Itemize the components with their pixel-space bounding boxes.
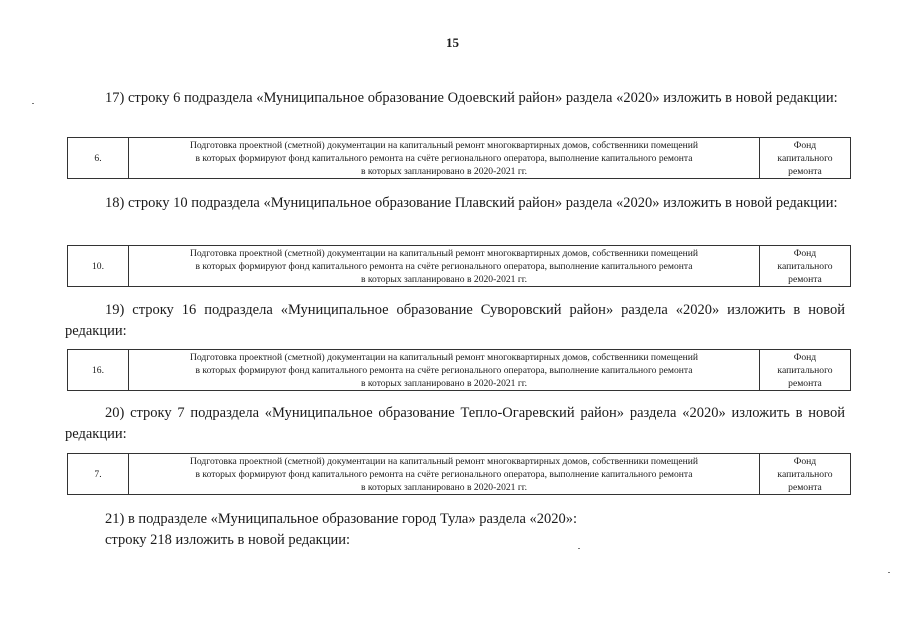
funding-source-line: капитального	[777, 153, 833, 164]
row-number: 10.	[68, 246, 129, 286]
row-description-line: в которых запланировано в 2020-2021 гг.	[360, 274, 528, 285]
funding-source-line: Фонд	[793, 140, 817, 151]
row-funding-source	[760, 246, 850, 286]
page-number: 15	[446, 35, 459, 50]
row-funding-source	[760, 454, 850, 494]
row-description-line: Подготовка проектной (сметной) документации на капитальный ремонт многоквартирных домов, собственники помещений	[189, 140, 699, 151]
row-description-line: в которых запланировано в 2020-2021 гг.	[360, 166, 528, 177]
row-funding-source	[760, 138, 850, 178]
row-description	[129, 350, 760, 390]
table-row-16	[67, 349, 851, 391]
row-description-line: в которых формируют фонд капитального ремонта на счёте регионального оператора, выполнение капитального ремонта	[195, 261, 693, 272]
funding-source-line: капитального	[777, 261, 833, 272]
funding-source-line: ремонта	[788, 274, 822, 285]
table-row-7	[67, 453, 851, 495]
row-description-line: Подготовка проектной (сметной) документации на капитальный ремонт многоквартирных домов, собственники помещений	[189, 352, 699, 363]
row-description-line: в которых формируют фонд капитального ремонта на счёте регионального оператора, выполнение капитального ремонта	[195, 365, 693, 376]
row-description	[129, 246, 760, 286]
funding-source-line: ремонта	[788, 482, 822, 493]
row-description-line: в которых запланировано в 2020-2021 гг.	[360, 378, 528, 389]
row-number: 7.	[68, 454, 129, 494]
row-description-line: в которых формируют фонд капитального ремонта на счёте регионального оператора, выполнение капитального ремонта	[195, 469, 693, 480]
row-description-line: Подготовка проектной (сметной) документации на капитальный ремонт многоквартирных домов, собственники помещений	[189, 248, 699, 259]
row-description	[129, 454, 760, 494]
paragraph-18: 18) строку 10 подраздела «Муниципальное образование Плавский район» раздела «2020» изложить в новой редакции:	[105, 195, 838, 211]
funding-source-line: Фонд	[793, 352, 817, 363]
scan-speck	[578, 548, 580, 549]
scan-speck	[32, 103, 34, 104]
funding-source-line: Фонд	[793, 456, 817, 467]
row-description-line: Подготовка проектной (сметной) документации на капитальный ремонт многоквартирных домов, собственники помещений	[189, 456, 699, 467]
funding-source-line: Фонд	[793, 248, 817, 259]
table-row-6	[67, 137, 851, 179]
funding-source-line: ремонта	[788, 166, 822, 177]
funding-source-line: ремонта	[788, 378, 822, 389]
paragraph-20: 20) строку 7 подраздела «Муниципальное образование Тепло-Огаревский район» раздела «2020» изложить в новой редакции:	[65, 405, 845, 442]
paragraph-17: 17) строку 6 подраздела «Муниципальное образование Одоевский район» раздела «2020» изложить в новой редакции:	[105, 90, 838, 106]
scan-speck	[888, 572, 890, 573]
funding-source-line: капитального	[777, 365, 833, 376]
funding-source-line: капитального	[777, 469, 833, 480]
table-row-10	[67, 245, 851, 287]
row-description-line: в которых запланировано в 2020-2021 гг.	[360, 482, 528, 493]
row-funding-source	[760, 350, 850, 390]
paragraph-21: 21) в подразделе «Муниципальное образование город Тула» раздела «2020»:	[105, 511, 578, 527]
paragraph-21-continuation: строку 218 изложить в новой редакции:	[105, 532, 351, 548]
row-number: 6.	[68, 138, 129, 178]
paragraph-19: 19) строку 16 подраздела «Муниципальное образование Суворовский район» раздела «2020» изложить в новой редакции:	[65, 302, 845, 339]
row-description	[129, 138, 760, 178]
row-number: 16.	[68, 350, 129, 390]
row-description-line: в которых формируют фонд капитального ремонта на счёте регионального оператора, выполнение капитального ремонта	[195, 153, 693, 164]
